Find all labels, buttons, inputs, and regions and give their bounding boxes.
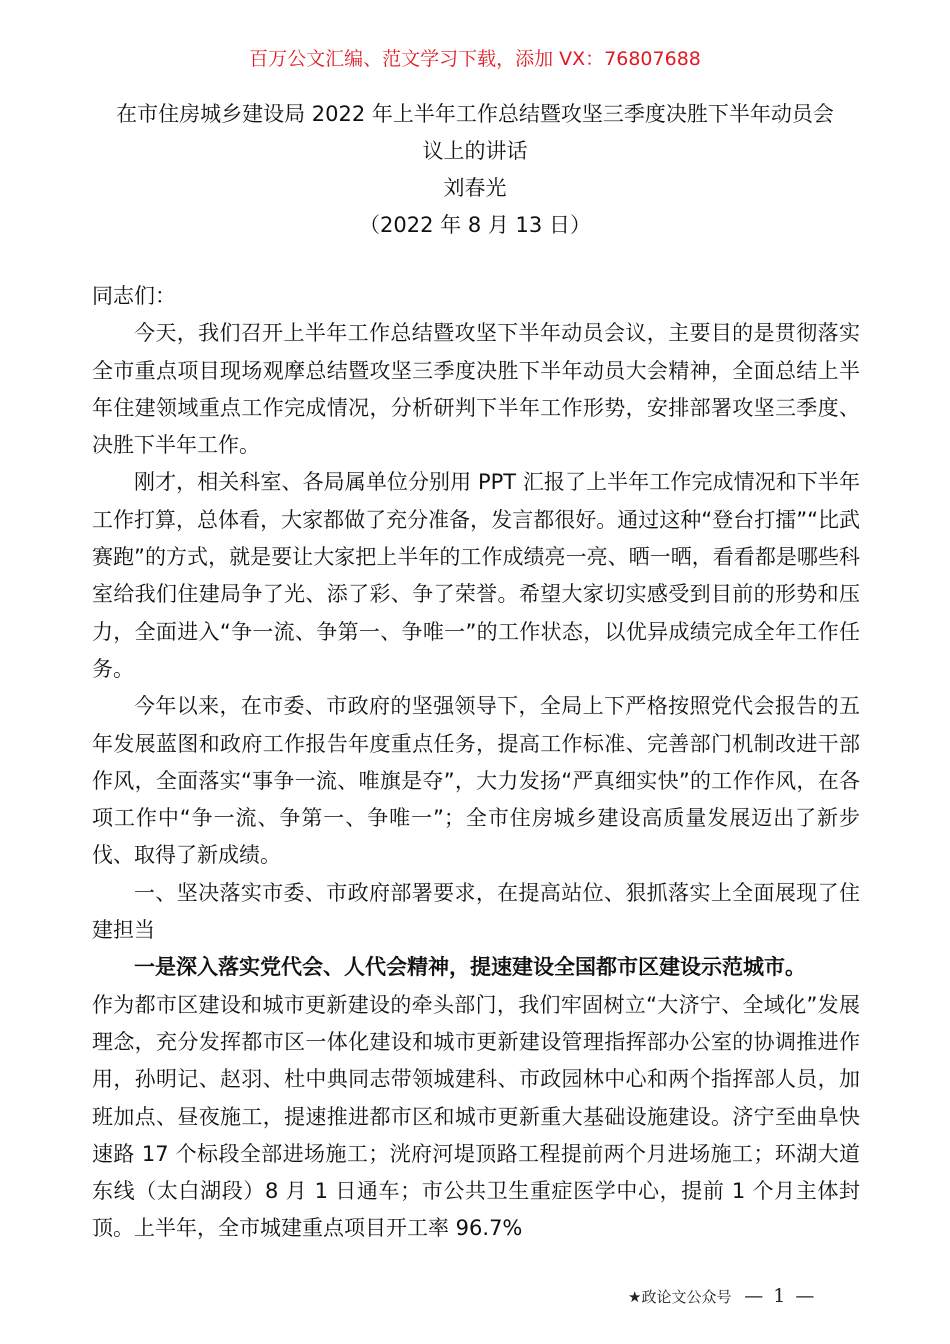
title-line-1: 在市住房城乡建设局 2022 年上半年工作总结暨攻坚三季度决胜下半年动员会 <box>116 102 834 126</box>
subsection-lead: 一是深入落实党代会、人代会精神，提速建设全国都市区建设示范城市。 <box>134 955 806 980</box>
paragraph-reports: 刚才，相关科室、各局属单位分别用 PPT 汇报了上半年工作完成情况和下半年工作打算，总体看，大家都做了充分准备，发言都很好。通过这种“登台打擂”“比武赛跑”的方式，就是要让大家把上半年的工作成绩亮一亮、晒一晒，看看都是哪些科室给我们住建局争了光、添了彩、争了荣誉。希望大家切实感受到目前的形势和压力，全面进入“争一流、争第一、争唯一”的工作状态，以优异成绩完成全年工作任务。 <box>92 470 860 681</box>
title-line-2: 议上的讲话 <box>422 139 528 163</box>
salutation: 同志们： <box>92 284 176 308</box>
document-body <box>92 278 860 1248</box>
watermark-banner: 百万公文汇编、范文学习下载，添加 VX：76807688 <box>249 48 701 70</box>
author: 刘春光 <box>443 176 507 200</box>
page-number: — 1 — <box>744 1285 817 1307</box>
paragraph-infrastructure: 作为都市区建设和城市更新建设的牵头部门，我们牢固树立“大济宁、全域化”发展理念，充分发挥都市区一体化建设和城市更新建设管理指挥部办公室的协调推进作用，孙明记、赵羽、杜中典同志带领城建科、市政园林中心和两个指挥部人员，加班加点、昼夜施工，提速推进都市区和城市更新重大基础设施建设。济宁至曲阜快速路 17 个标段全部进场施工；洸府河堤顶路工程提前两个月进场施工；环湖大道东线（太白湖段）8 月 1 日通车；市公共卫生重症医学中心，提前 1 个月主体封顶。上半年，全市城建重点项目开工率 96.7% <box>92 992 860 1241</box>
paragraph-achievements: 今年以来，在市委、市政府的坚强领导下，全局上下严格按照党代会报告的五年发展蓝图和政府工作报告年度重点任务，提高工作标准、完善部门机制改进干部作风，全面落实“事争一流、唯旗是夺”，大力发扬“严真细实快”的工作作风，在各项工作中“争一流、争第一、争唯一”；全市住房城乡建设高质量发展迈出了新步伐、取得了新成绩。 <box>92 694 860 868</box>
paragraph-intro: 今天，我们召开上半年工作总结暨攻坚下半年动员会议，主要目的是贯彻落实全市重点项目现场观摩总结暨攻坚三季度决胜下半年动员大会精神，全面总结上半年住建领域重点工作完成情况，分析研判下半年工作形势，安排部署攻坚三季度、决胜下半年工作。 <box>92 321 860 458</box>
speech-date: （2022 年 8 月 13 日） <box>359 213 591 237</box>
section-heading-1: 一、坚决落实市委、市政府部署要求，在提高站位、狠抓落实上全面展现了住建担当 <box>92 880 860 943</box>
document-title-block <box>92 96 858 244</box>
page-footer <box>628 1284 816 1309</box>
footer-source: ★政论文公众号 <box>628 1288 732 1306</box>
